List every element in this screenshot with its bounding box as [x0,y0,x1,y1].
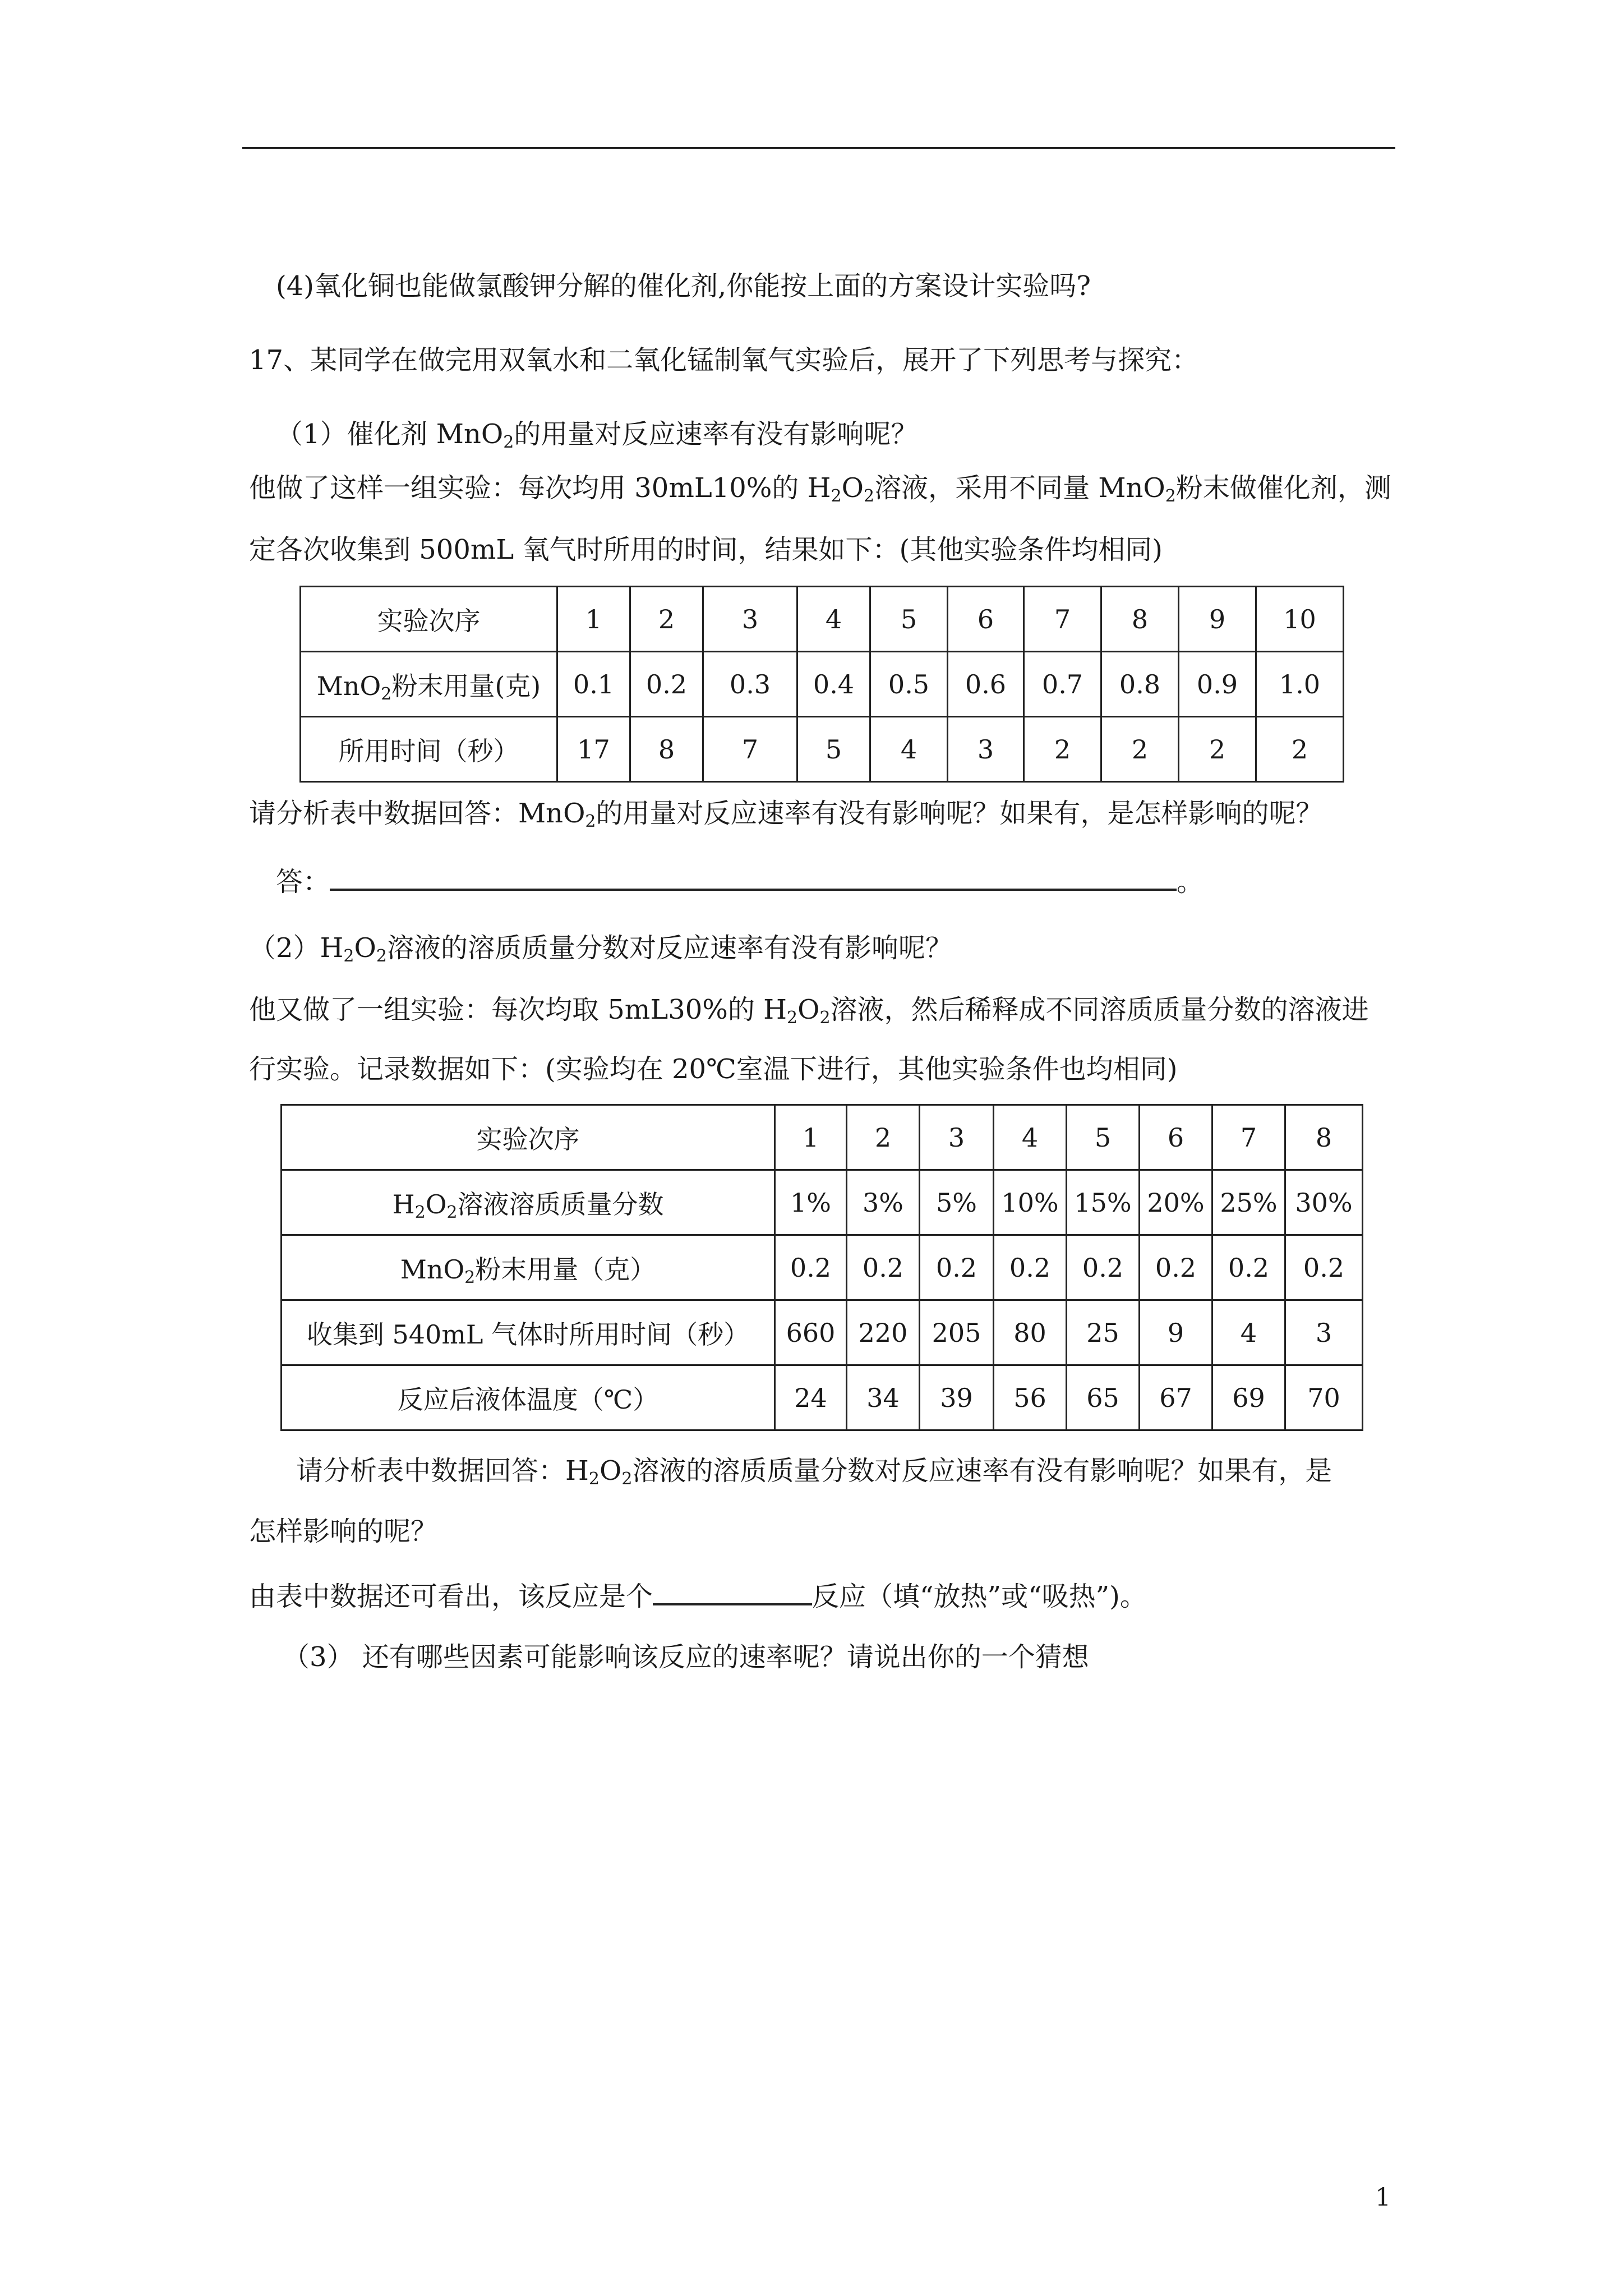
table-cell: 3% [847,1170,920,1235]
table-cell: 0.1 [557,652,630,717]
table-row [282,1235,1363,1300]
question-16-4-text: (4)氧化铜也能做氯酸钾分解的催化剂,你能按上面的方案设计实验吗? [276,270,1091,302]
table-cell: 1 [557,587,630,652]
table-cell: 205 [920,1300,994,1365]
table-cell: 0.2 [994,1235,1067,1300]
table-row [282,1105,1363,1170]
table-cell: 3 [948,717,1024,782]
part1-answer: 答： 。 [276,864,1204,899]
table-cell: 4 [870,717,948,782]
table-cell: 3 [703,587,797,652]
table-cell: 0.4 [797,652,870,717]
table-cell: 69 [1212,1365,1285,1430]
table-cell: 25 [1067,1300,1140,1365]
table-cell: 2 [1256,717,1344,782]
row-label-trial: 实验次序 [301,587,557,652]
table-cell: 10 [1256,587,1344,652]
table-cell: 9 [1179,587,1256,652]
table-cell: 0.6 [948,652,1024,717]
row-label-trial: 实验次序 [282,1105,775,1170]
table-cell: 1.0 [1256,652,1344,717]
table-cell: 24 [775,1365,847,1430]
part1-description-line2: 定各次收集到 500mL 氧气时所用的时间，结果如下：(其他实验条件均相同) [249,534,1163,565]
table-cell: 34 [847,1365,920,1430]
table-row [282,1300,1363,1365]
question-17-stem [249,343,1198,377]
part3-question: （3） 还有哪些因素可能影响该反应的速率呢？请说出你的一个猜想 [283,1641,1089,1673]
table-cell: 8 [1101,587,1179,652]
table-cell: 0.2 [1285,1235,1363,1300]
table-row [282,1170,1363,1235]
table-cell: 5 [797,717,870,782]
table-cell: 70 [1285,1365,1363,1430]
part2-question-line1: 请分析表中数据回答：$H_2O_2$溶液的溶质质量分数对反应速率有没有影响呢？如果有，是 [296,1455,1332,1489]
table-cell: 2 [1024,717,1101,782]
table-cell: 80 [994,1300,1067,1365]
table-cell: 2 [630,587,703,652]
table-cell: 0.7 [1024,652,1101,717]
table-cell: 0.8 [1101,652,1179,717]
table-cell: 17 [557,717,630,782]
table-cell: 0.3 [703,652,797,717]
page-number: 1 [1375,2183,1391,2212]
part2-question-line2: 怎样影响的呢？ [249,1516,438,1547]
part2-title: $(2)H_2O_2$溶液的溶质质量分数对反应速率有没有影响呢？ [249,932,952,966]
table-cell: 0.2 [1067,1235,1140,1300]
table-cell: 39 [920,1365,994,1430]
part1-question: 请分析表中数据回答：MnO$_2$的用量对反应速率有没有影响呢？如果有，是怎样影响的呢？ [249,798,1323,831]
question-17-stem-text: 17、某同学在做完用双氧水和二氧化锰制氧气实验后，展开了下列思考与探究： [249,344,1199,376]
table-cell: 3 [920,1105,994,1170]
table-cell: 4 [994,1105,1067,1170]
table-cell: 0.9 [1179,652,1256,717]
table-cell: 65 [1067,1365,1140,1430]
table-cell: 8 [1285,1105,1363,1170]
part2-description-line1: 他又做了一组实验：每次均取 5mL30%的 $H_2O_2$溶液，然后稀释成不同溶质质量分数的溶液进 [249,994,1369,1028]
table-cell: 0.2 [1212,1235,1285,1300]
table-cell: 1% [775,1170,847,1235]
part2-fill-blank: 由表中数据还可看出，该反应是个 反应（填“放热”或“吸热”)。 [249,1579,1147,1613]
table-cell: 0.2 [847,1235,920,1300]
table-cell: 7 [1024,587,1101,652]
table-cell: 20% [1140,1170,1212,1235]
table-cell: 6 [1140,1105,1212,1170]
heat-type-blank[interactable] [653,1579,812,1605]
table-cell: 2 [847,1105,920,1170]
table-cell: 5 [1067,1105,1140,1170]
row-label-concentration: $H_2O_2$溶液溶质质量分数 [282,1170,775,1235]
table-cell: 2 [1101,717,1179,782]
table-cell: 0.2 [1140,1235,1212,1300]
table-cell: 5 [870,587,948,652]
table-cell: 0.2 [775,1235,847,1300]
h2o2-concentration-table [280,1104,1363,1431]
part1-title: （1）催化剂 MnO$_2$的用量对反应速率有没有影响呢？ [276,418,918,452]
row-label-temperature: 反应后液体温度（℃） [282,1365,775,1430]
table-cell: 8 [630,717,703,782]
row-label-mass: MnO$_2$粉末用量（克） [282,1235,775,1300]
table-cell: 10% [994,1170,1067,1235]
table-cell: 30% [1285,1170,1363,1235]
row-label-mass: MnO$_2$粉末用量(克) [301,652,557,717]
table-row [282,1365,1363,1430]
table-cell: 0.2 [920,1235,994,1300]
table-cell: 15% [1067,1170,1140,1235]
table-cell: 0.5 [870,652,948,717]
question-16-4 [276,269,1091,303]
table-row [301,717,1344,782]
answer-blank[interactable] [330,864,1177,891]
row-label-time: 收集到 540mL 气体时所用时间（秒） [282,1300,775,1365]
header-rule [242,147,1395,149]
part2-description-line2: 行实验。记录数据如下：(实验均在 20℃室温下进行，其他实验条件也均相同) [249,1053,1178,1085]
table-cell: 67 [1140,1365,1212,1430]
table-cell: 7 [703,717,797,782]
table-row [301,587,1344,652]
table-cell: 0.2 [630,652,703,717]
table-cell: 7 [1212,1105,1285,1170]
table-cell: 4 [1212,1300,1285,1365]
table-cell: 25% [1212,1170,1285,1235]
table-cell: 9 [1140,1300,1212,1365]
table-cell: 4 [797,587,870,652]
table-cell: 220 [847,1300,920,1365]
mno2-amount-table [299,586,1344,783]
table-cell: 660 [775,1300,847,1365]
table-cell: 5% [920,1170,994,1235]
table-cell: 56 [994,1365,1067,1430]
table-cell: 3 [1285,1300,1363,1365]
table-cell: 6 [948,587,1024,652]
part1-description-line1: 他做了这样一组实验：每次均用 30mL10%的 $H_2O_2$溶液，采用不同量 MnO$_2$粉末做催化剂，测 [249,472,1391,506]
table-cell: 2 [1179,717,1256,782]
row-label-time: 所用时间（秒） [301,717,557,782]
table-cell: 1 [775,1105,847,1170]
table-row [301,652,1344,717]
